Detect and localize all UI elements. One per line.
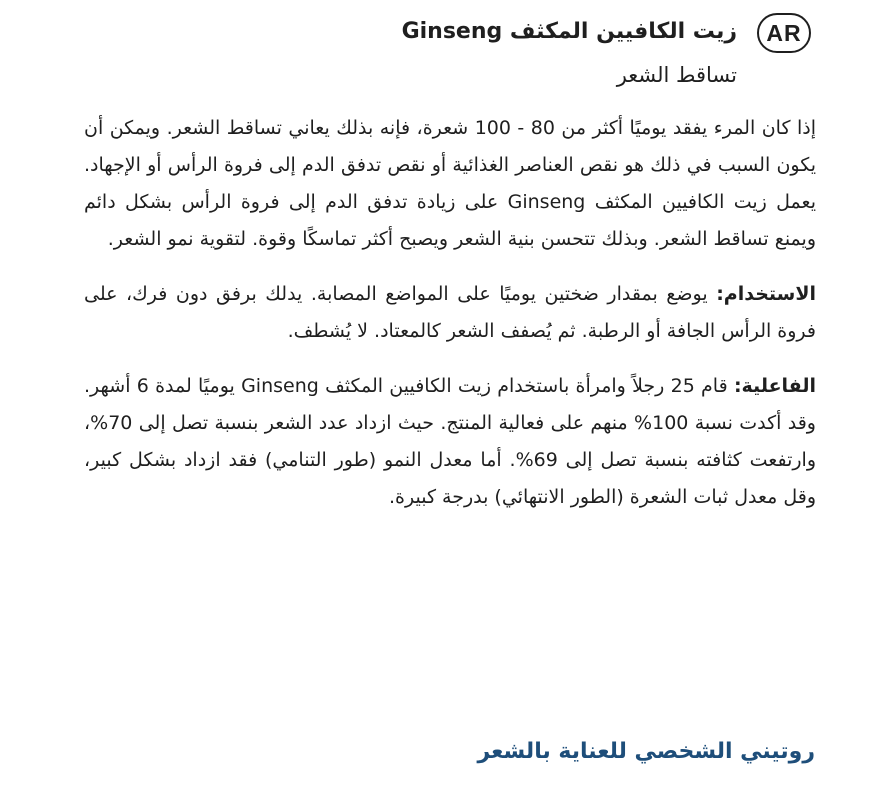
- intro-paragraph: إذا كان المرء يفقد يوميًا أكثر من 80 - 100 شعرة، فإنه بذلك يعاني تساقط الشعر. ويمكن أن يكون السبب في ذلك هو نقص العناصر الغذائية أو نقص تدفق الدم إلى فروة الرأس أو الإجهاد. يعمل زيت الكافيين المكثف Ginseng على زيادة تدفق الدم إلى فروة الرأس بشكل دائم ويمنع تساقط الشعر. وبذلك تتحسن بنية الشعر ويصبح أكثر تماسكًا وقوة. لتقوية نمو الشعر.: [84, 117, 816, 250]
- usage-paragraph: [84, 276, 816, 350]
- usage-text: يوضع بمقدار ضختين يوميًا على المواضع المصابة. يدلك برفق دون فرك، على فروة الرأس الجافة أو الرطبة. ثم يُصفف الشعر كالمعتاد. لا يُشطف.: [84, 283, 816, 342]
- usage-label: الاستخدام:: [716, 283, 816, 305]
- efficacy-text: قام 25 رجلاً وامرأة باستخدام زيت الكافيين المكثف Ginseng يوميًا لمدة 6 أشهر. وقد أكدت نسبة 100% منهم على فعالية المنتج. حيث ازداد عدد الشعر بنسبة تصل إلى 70%، وارتفعت كثافته بنسبة تصل إلى 69%. أما معدل النمو (طور التنامي) فقد ازداد بشكل كبير، وقل معدل ثبات الشعرة (الطور الانتهائي) بدرجة كبيرة.: [84, 375, 816, 508]
- efficacy-paragraph: [84, 368, 816, 516]
- routine-heading: روتيني الشخصي للعناية بالشعر: [477, 739, 815, 764]
- product-title: زيت الكافيين المكثف Ginseng: [401, 19, 737, 44]
- language-badge: AR: [757, 13, 811, 53]
- product-subtitle: تساقط الشعر: [616, 63, 737, 87]
- efficacy-label: الفاعلية:: [733, 375, 817, 397]
- description-body: [84, 110, 816, 534]
